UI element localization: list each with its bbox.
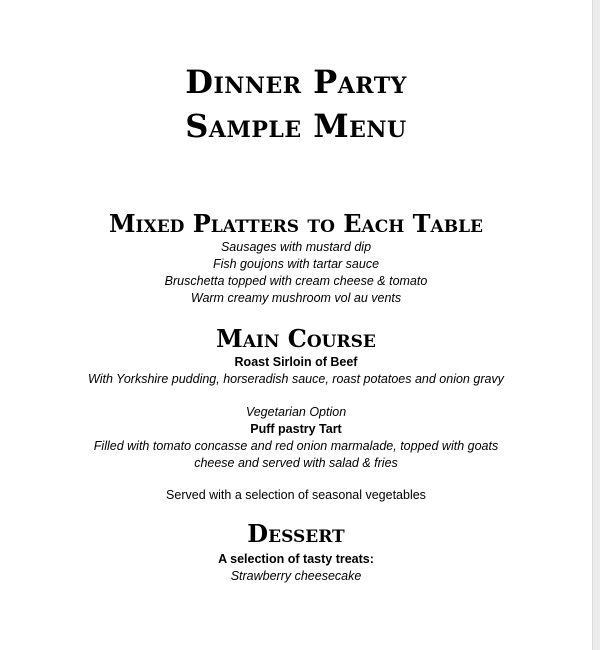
main-dish-name: Roast Sirloin of Beef <box>234 355 358 369</box>
page-edge <box>592 0 600 650</box>
section-heading-dessert: Dessert <box>247 519 345 548</box>
menu-title-line2: Sample Menu <box>185 107 407 145</box>
dessert-item: Strawberry cheesecake <box>230 569 362 583</box>
platter-item: Sausages with mustard dip <box>220 240 372 254</box>
section-heading-main-course: Main Course <box>216 324 376 353</box>
platter-item: Bruschetta topped with cream cheese & tomato <box>164 274 428 288</box>
vegetarian-dish-description: cheese and served with salad & fries <box>194 456 398 470</box>
platter-item: Warm creamy mushroom vol au vents <box>190 291 402 305</box>
platter-item: Fish goujons with tartar sauce <box>212 257 380 271</box>
menu-title-line1: Dinner Party <box>185 63 407 101</box>
section-heading-platters: Mixed Platters to Each Table <box>108 209 483 238</box>
dessert-subheading: A selection of tasty treats: <box>218 552 374 566</box>
vegetarian-label: Vegetarian Option <box>245 405 347 419</box>
vegetarian-dish-description: Filled with tomato concasse and red onion marmalade, topped with goats <box>93 439 499 453</box>
menu-title <box>0 60 592 148</box>
main-dish-description: With Yorkshire pudding, horseradish sauce, roast potatoes and onion gravy <box>88 372 504 386</box>
vegetarian-dish-name: Puff pastry Tart <box>250 422 342 436</box>
served-with-note: Served with a selection of seasonal vegetables <box>166 488 426 502</box>
